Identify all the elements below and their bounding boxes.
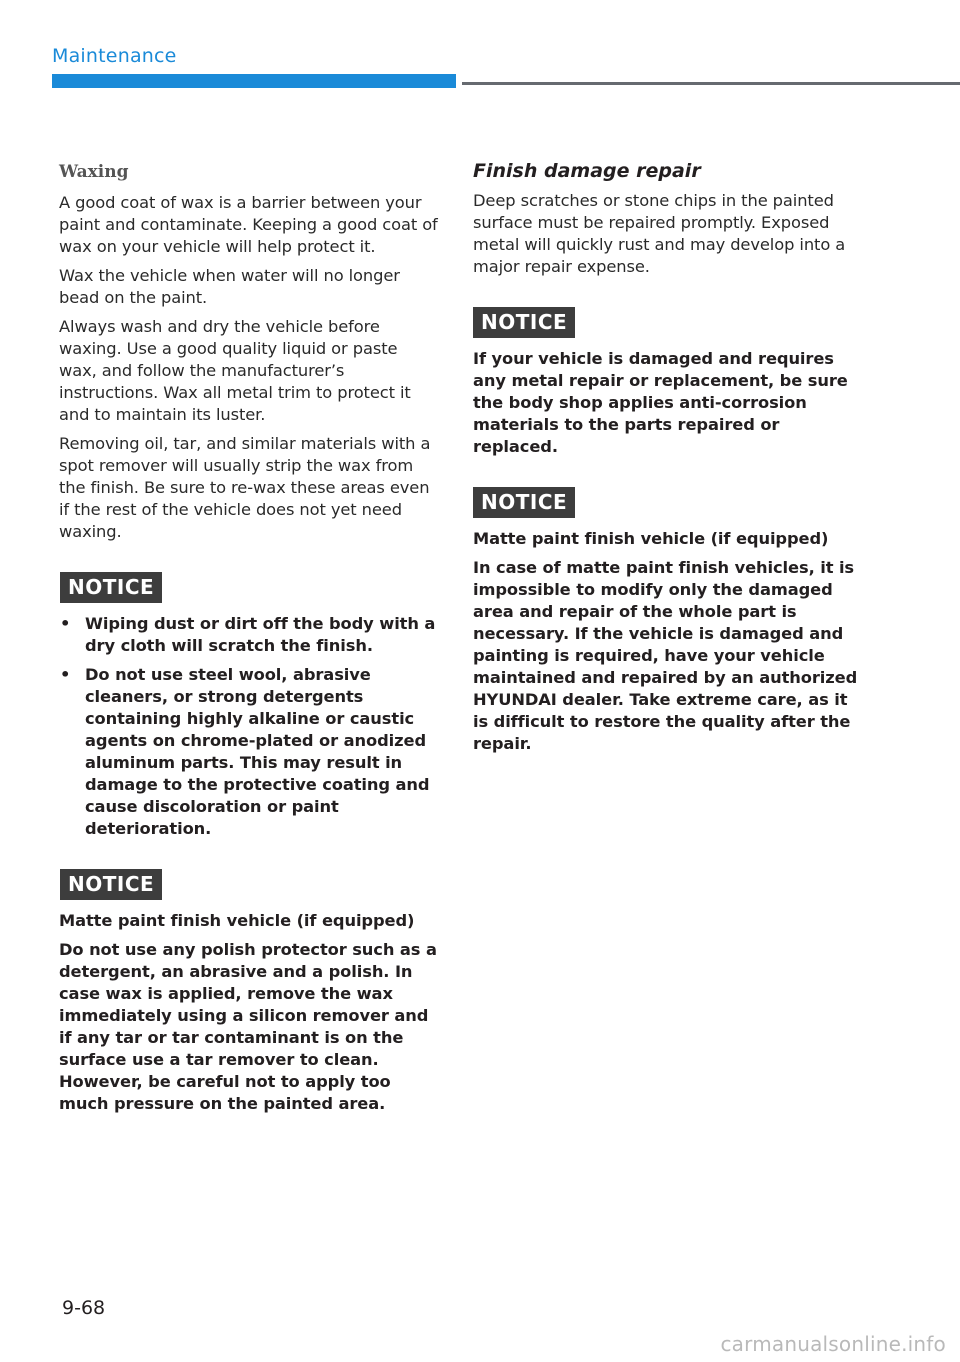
notice-bullet	[59, 664, 439, 840]
header-rule	[462, 82, 960, 85]
body-paragraph: A good coat of wax is a barrier between your paint and contaminate. Keeping a good coat of wax on your vehicle will help protect it.	[59, 193, 438, 256]
notice-bullet-text: Do not use steel wool, abrasive cleaners, or strong detergents containing highly alkaline or caustic agents on chrome-plated or anodized aluminum parts. This may result in damage to the protective coating and cause discoloration or paint deterioration.	[85, 665, 430, 838]
notice-bullet	[59, 613, 439, 657]
finish-damage-repair-title: Finish damage repair	[473, 160, 701, 182]
notice-label: NOTICE	[473, 307, 575, 338]
body-paragraph: Deep scratches or stone chips in the painted surface must be repaired promptly. Exposed metal will quickly rust and may develop into a major repair expense.	[473, 191, 846, 276]
notice-label: NOTICE	[60, 572, 162, 603]
notice-text: If your vehicle is damaged and requires any metal repair or replacement, be sure the body shop applies anti-corrosion materials to the parts repaired or replaced.	[473, 349, 848, 456]
left-column	[59, 160, 439, 1122]
page-number: 9-68	[62, 1297, 106, 1319]
watermark: carmanualsonline.info	[720, 1332, 946, 1356]
right-column	[473, 160, 858, 762]
waxing-subheading: Waxing	[59, 162, 129, 182]
notice-bullet-list	[59, 613, 439, 840]
section-header: Maintenance	[52, 45, 177, 67]
notice-label: NOTICE	[60, 869, 162, 900]
notice-heading: Matte paint finish vehicle (if equipped)	[473, 529, 829, 548]
notice-heading: Matte paint finish vehicle (if equipped)	[59, 911, 415, 930]
notice-text: In case of matte paint finish vehicles, it is impossible to modify only the damaged area and repair of the whole part is necessary. If the vehicle is damaged and painting is required, have your vehicle maintained and repaired by an authorized HYUNDAI dealer. Take extreme care, as it is difficult to restore the quality after the repair.	[473, 558, 858, 753]
bullet-icon: •	[60, 665, 71, 684]
bullet-icon: •	[60, 614, 71, 633]
body-paragraph: Wax the vehicle when water will no longer bead on the paint.	[59, 266, 400, 307]
notice-bullet-text: Wiping dust or dirt off the body with a dry cloth will scratch the finish.	[85, 614, 436, 655]
header-accent-bar	[52, 74, 456, 88]
body-paragraph: Always wash and dry the vehicle before waxing. Use a good quality liquid or paste wax, and follow the manufacturer’s instructions. Wax all metal trim to protect it and to maintain its luster.	[59, 317, 411, 424]
notice-text: Do not use any polish protector such as a detergent, an abrasive and a polish. In case wax is applied, remove the wax immediately using a silicon remover and if any tar or tar contaminant is on the surface use a tar remover to clean. However, be careful not to apply too much pressure on the painted area.	[59, 940, 437, 1113]
notice-label: NOTICE	[473, 487, 575, 518]
body-paragraph: Removing oil, tar, and similar materials with a spot remover will usually strip the wax from the finish. Be sure to re-wax these areas even if the rest of the vehicle does not yet need waxing.	[59, 434, 431, 541]
